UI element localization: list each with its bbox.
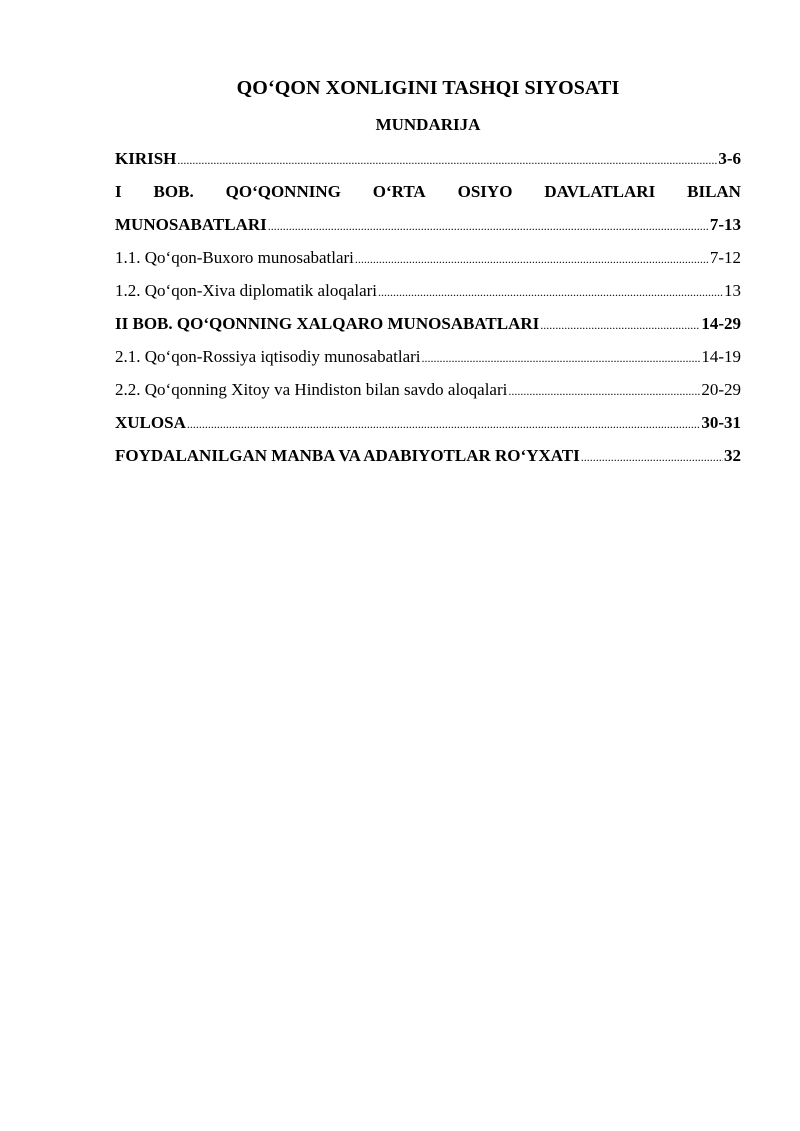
chapter1-word: BOB. [153, 182, 194, 201]
table-of-contents [115, 148, 741, 478]
dot-leader [422, 347, 701, 369]
toc-entry-page: 14-29 [701, 314, 741, 333]
toc-entry-title: FOYDALANILGAN MANBA VA ADABIYOTLAR RO‘YXATI [115, 446, 580, 465]
toc-entry-page: 30-31 [701, 413, 741, 432]
toc-entry-chapter1-line1 [115, 181, 741, 214]
toc-entry-page: 32 [724, 446, 741, 465]
toc-entry-section-2-1 [115, 346, 741, 379]
dot-leader [268, 215, 709, 237]
toc-entry-chapter2 [115, 313, 741, 346]
toc-entry-page: 3-6 [718, 149, 741, 168]
toc-entry-section-1-1 [115, 247, 741, 280]
toc-entry-section-1-2 [115, 280, 741, 313]
document-title: QO‘QON XONLIGINI TASHQI SIYOSATI [236, 77, 620, 99]
toc-entry-section-2-2 [115, 379, 741, 412]
chapter1-word: O‘RTA [372, 182, 426, 201]
chapter1-word: OSIYO [457, 182, 513, 201]
toc-entry-title: 2.2. Qo‘qonning Xitoy va Hindiston bilan savdo aloqalari [115, 380, 508, 399]
chapter1-word: I [115, 182, 122, 201]
toc-entry-page: 20-29 [701, 380, 741, 399]
dot-leader [187, 413, 700, 435]
dot-leader [177, 149, 717, 171]
toc-entry-title: 1.2. Qo‘qon-Xiva diplomatik aloqalari [115, 281, 378, 300]
toc-entry-title: KIRISH [115, 149, 177, 168]
toc-entry-title: 2.1. Qo‘qon-Rossiya iqtisodiy munosabatlari [115, 347, 421, 366]
dot-leader [378, 281, 723, 303]
toc-entry-title: II BOB. QO‘QONNING XALQARO MUNOSABATLARI [115, 314, 540, 333]
toc-entry-title: XULOSA [115, 413, 186, 432]
dot-leader [508, 380, 700, 402]
toc-heading: MUNDARIJA [375, 115, 481, 134]
toc-entry-page: 13 [724, 281, 741, 300]
dot-leader [540, 314, 700, 336]
toc-entry-kirish [115, 148, 741, 181]
toc-entry-xulosa [115, 412, 741, 445]
toc-entry-chapter1-line2 [115, 214, 741, 247]
toc-entry-sources [115, 445, 741, 478]
toc-entry-title: MUNOSABATLARI [115, 215, 267, 234]
toc-entry-page: 7-13 [709, 215, 741, 234]
chapter1-word: QO‘QONNING [225, 182, 341, 201]
toc-entry-page: 14-19 [701, 347, 741, 366]
dot-leader [355, 248, 709, 270]
chapter1-word: BILAN [687, 182, 741, 201]
dot-leader [581, 446, 723, 468]
chapter1-word: DAVLATLARI [544, 182, 656, 201]
toc-entry-page: 7-12 [709, 248, 741, 267]
toc-entry-title: 1.1. Qo‘qon-Buxoro munosabatlari [115, 248, 354, 267]
